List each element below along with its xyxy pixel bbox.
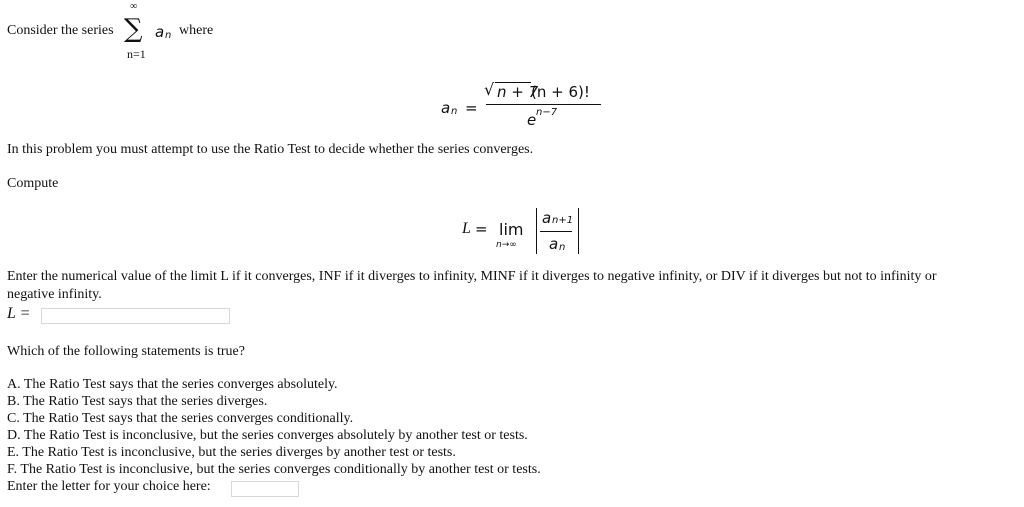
ratio-numerator: a [542,209,552,227]
L-equals: = [475,220,488,238]
sqrt-radicand: n + 7 [497,83,539,101]
option-c: C. The Ratio Test says that the series converges conditionally. [7,411,354,426]
lim-operator: lim [499,220,524,239]
denominator-exponent: n−7 [536,107,558,118]
an-lhs-subscript: n [451,106,458,117]
L-lhs: L [462,220,471,237]
enter-limit-line2: negative infinity. [7,287,102,302]
lim-subscript: n→∞ [496,240,517,250]
series-term-subscript: n [165,30,172,41]
sum-lower-limit: n=1 [127,47,146,61]
intro-where: where [179,23,214,38]
sqrt-sign: √ [484,80,495,99]
instruction-text: In this problem you must attempt to use the Ratio Test to decide whether the series converges. [7,142,534,157]
option-b: B. The Ratio Test says that the series diverges. [7,394,268,409]
ratio-numerator-subscript: n+1 [552,215,574,226]
sum-upper-limit: ∞ [130,1,138,12]
abs-bar-left [536,208,537,254]
an-lhs: a [441,99,451,117]
choice-answer-input[interactable] [231,481,299,497]
question-text: Which of the following statements is true? [7,344,245,359]
choice-label: Enter the letter for your choice here: [7,479,211,494]
L-answer-label: L = [7,305,31,322]
sigma-symbol: ∑ [124,14,143,44]
denominator-base: e [527,111,537,129]
limit-answer-input[interactable] [41,308,230,324]
option-e: E. The Ratio Test is inconclusive, but the series diverges by another test or tests. [7,445,456,460]
abs-bar-right [578,208,579,254]
option-d: D. The Ratio Test is inconclusive, but the series converges absolutely by another test or tests. [7,428,528,443]
option-a: A. The Ratio Test says that the series converges absolutely. [7,377,338,392]
compute-label: Compute [7,176,59,191]
enter-limit-line1: Enter the numerical value of the limit L if it converges, INF if it diverges to infinity, MINF if it diverges to negative infinity, or DIV if it diverges but not to infinity or [7,269,937,284]
numerator-factorial: (n + 6)! [531,83,590,101]
fraction-bar-an [486,104,601,105]
ratio-denominator: a [549,235,559,253]
option-f: F. The Ratio Test is inconclusive, but the series converges conditionally by another test or tests. [7,462,541,477]
ratio-denominator-subscript: n [559,242,566,253]
intro-text: Consider the series [7,23,114,38]
series-term: a [155,23,165,41]
fraction-bar-L [540,231,572,232]
an-equals: = [465,99,478,117]
